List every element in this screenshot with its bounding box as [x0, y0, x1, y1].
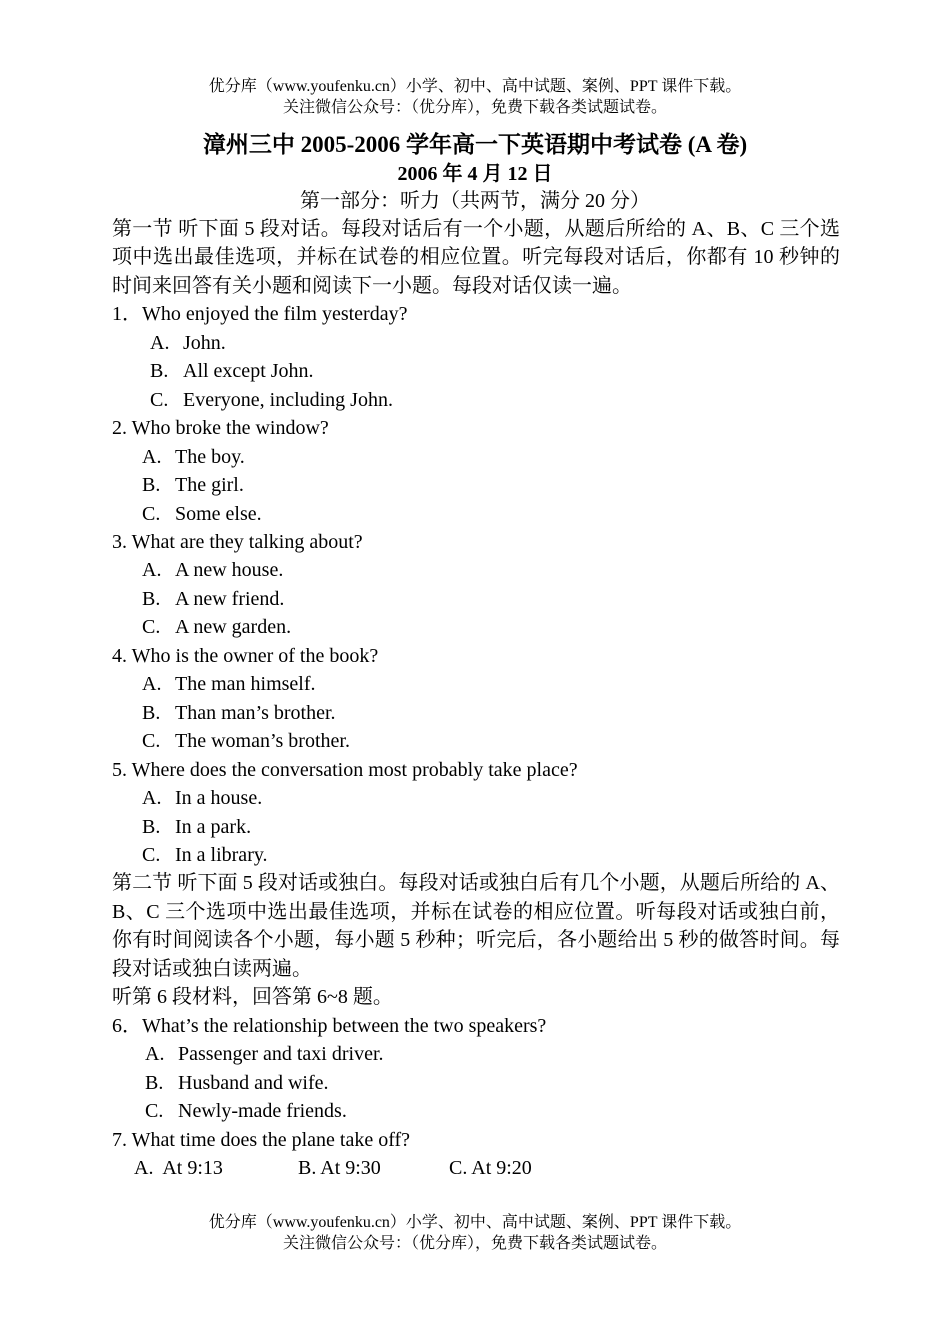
option-text: At 9:20: [471, 1156, 532, 1179]
question-7: 7. What time does the plane take off?: [112, 1128, 411, 1151]
material-6-instruction: 听第 6 段材料，回答第 6~8 题。: [112, 986, 393, 1009]
q7-option-a: [134, 1154, 298, 1182]
option-label: C.: [150, 388, 169, 411]
q6-option-c: [112, 1097, 840, 1125]
option-label: B.: [142, 587, 161, 610]
q7-option-b: [298, 1154, 449, 1182]
option-label: B.: [298, 1156, 317, 1179]
question-1-text: Who enjoyed the film yesterday?: [142, 303, 408, 326]
option-text: A new garden.: [175, 616, 292, 639]
option-text: The girl.: [175, 474, 244, 497]
question-1: [112, 300, 840, 328]
option-text: The boy.: [175, 445, 245, 468]
footer-line-2: 关注微信公众号：（优分库），免费下载各类试题试卷。: [282, 1235, 667, 1252]
option-text: Passenger and taxi driver.: [178, 1043, 384, 1066]
option-text: The man himself.: [175, 673, 316, 696]
question-6-text: What’s the relationship between the two speakers?: [142, 1014, 547, 1037]
q7-options-row: [112, 1154, 840, 1182]
part-heading: 第一部分：听力（共两节，满分 20 分）: [300, 190, 650, 212]
option-label: C.: [142, 730, 161, 753]
section-2-instructions: 第二节 听下面 5 段对话或独白。每段对话或独白后有几个小题，从题后所给的 A、B、C 三个选项中选出最佳选项，并标在试卷的相应位置。听每段对话或独白前，你有时间阅读各个小题，每小题 5 秒种；听完后，各小题给出 5 秒的做答时间。每段对话或独白读两遍。: [112, 872, 840, 980]
q1-option-a: [112, 329, 840, 357]
option-label: A.: [145, 1043, 165, 1066]
question-6-number: 6．: [112, 1014, 142, 1037]
q4-option-b: [112, 699, 840, 727]
option-label: C.: [145, 1100, 164, 1123]
option-label: A.: [142, 559, 162, 582]
option-label: B.: [150, 360, 169, 383]
option-text: In a house.: [175, 787, 263, 810]
option-text: At 9:30: [320, 1156, 381, 1179]
option-label: C.: [142, 502, 161, 525]
option-text: The woman’s brother.: [175, 730, 350, 753]
page-header: [0, 76, 950, 118]
question-3: 3. What are they talking about?: [112, 530, 363, 553]
footer-line-1: 优分库（www.youfenku.cn）小学、初中、高中试题、案例、PPT 课件下载。: [208, 1214, 742, 1231]
page-footer: [0, 1212, 950, 1254]
option-label: B.: [142, 701, 161, 724]
q3-option-b: [112, 585, 840, 613]
option-label: A.: [150, 331, 170, 354]
q7-option-c: [449, 1154, 532, 1182]
option-text: A new house.: [175, 559, 284, 582]
option-label: A.: [134, 1156, 154, 1179]
option-text: In a park.: [175, 815, 252, 838]
option-text: All except John.: [183, 360, 314, 383]
option-text: Some else.: [175, 502, 262, 525]
option-text: Newly-made friends.: [178, 1100, 347, 1123]
option-text: Than man’s brother.: [175, 701, 336, 724]
q2-option-b: [112, 471, 840, 499]
header-line-2: 关注微信公众号：（优分库），免费下载各类试题试卷。: [282, 99, 667, 116]
q3-option-c: [112, 613, 840, 641]
option-label: C.: [449, 1156, 468, 1179]
question-4: 4. Who is the owner of the book?: [112, 644, 379, 667]
q4-option-a: [112, 670, 840, 698]
question-2: 2. Who broke the window?: [112, 417, 329, 440]
option-text: John.: [183, 331, 226, 354]
question-5: 5. Where does the conversation most probably take place?: [112, 758, 578, 781]
option-label: B.: [145, 1071, 164, 1094]
option-text: In a library.: [175, 843, 268, 866]
option-label: C.: [142, 616, 161, 639]
option-text: At 9:13: [162, 1156, 223, 1179]
option-label: A.: [142, 445, 162, 468]
header-line-1: 优分库（www.youfenku.cn）小学、初中、高中试题、案例、PPT 课件下载。: [208, 78, 742, 95]
option-text: Husband and wife.: [178, 1071, 329, 1094]
q5-option-c: [112, 841, 840, 869]
exam-content: [112, 215, 840, 1182]
q5-option-b: [112, 813, 840, 841]
q6-option-a: [112, 1040, 840, 1068]
option-label: A.: [142, 787, 162, 810]
q2-option-a: [112, 443, 840, 471]
option-label: C.: [142, 843, 161, 866]
q1-option-c: [112, 386, 840, 414]
option-label: B.: [142, 474, 161, 497]
question-6: [112, 1012, 840, 1040]
option-text: Everyone, including John.: [183, 388, 393, 411]
q6-option-b: [112, 1069, 840, 1097]
q3-option-a: [112, 556, 840, 584]
section-1-instructions: 第一节 听下面 5 段对话。每段对话后有一个小题，从题后所给的 A、B、C 三个选项中选出最佳选项，并标在试卷的相应位置。听完每段对话后，你都有 10 秒钟的时间来回答有关小题和阅读下一小题。每段对话仅读一遍。: [112, 218, 840, 297]
q2-option-c: [112, 500, 840, 528]
exam-title: 漳州三中 2005-2006 学年高一下英语期中考试卷 (A 卷): [202, 132, 748, 157]
q5-option-a: [112, 784, 840, 812]
question-1-number: 1．: [112, 303, 142, 326]
option-label: B.: [142, 815, 161, 838]
exam-date: 2006 年 4 月 12 日: [397, 163, 553, 185]
option-label: A.: [142, 673, 162, 696]
q1-option-b: [112, 357, 840, 385]
q4-option-c: [112, 727, 840, 755]
option-text: A new friend.: [175, 587, 285, 610]
